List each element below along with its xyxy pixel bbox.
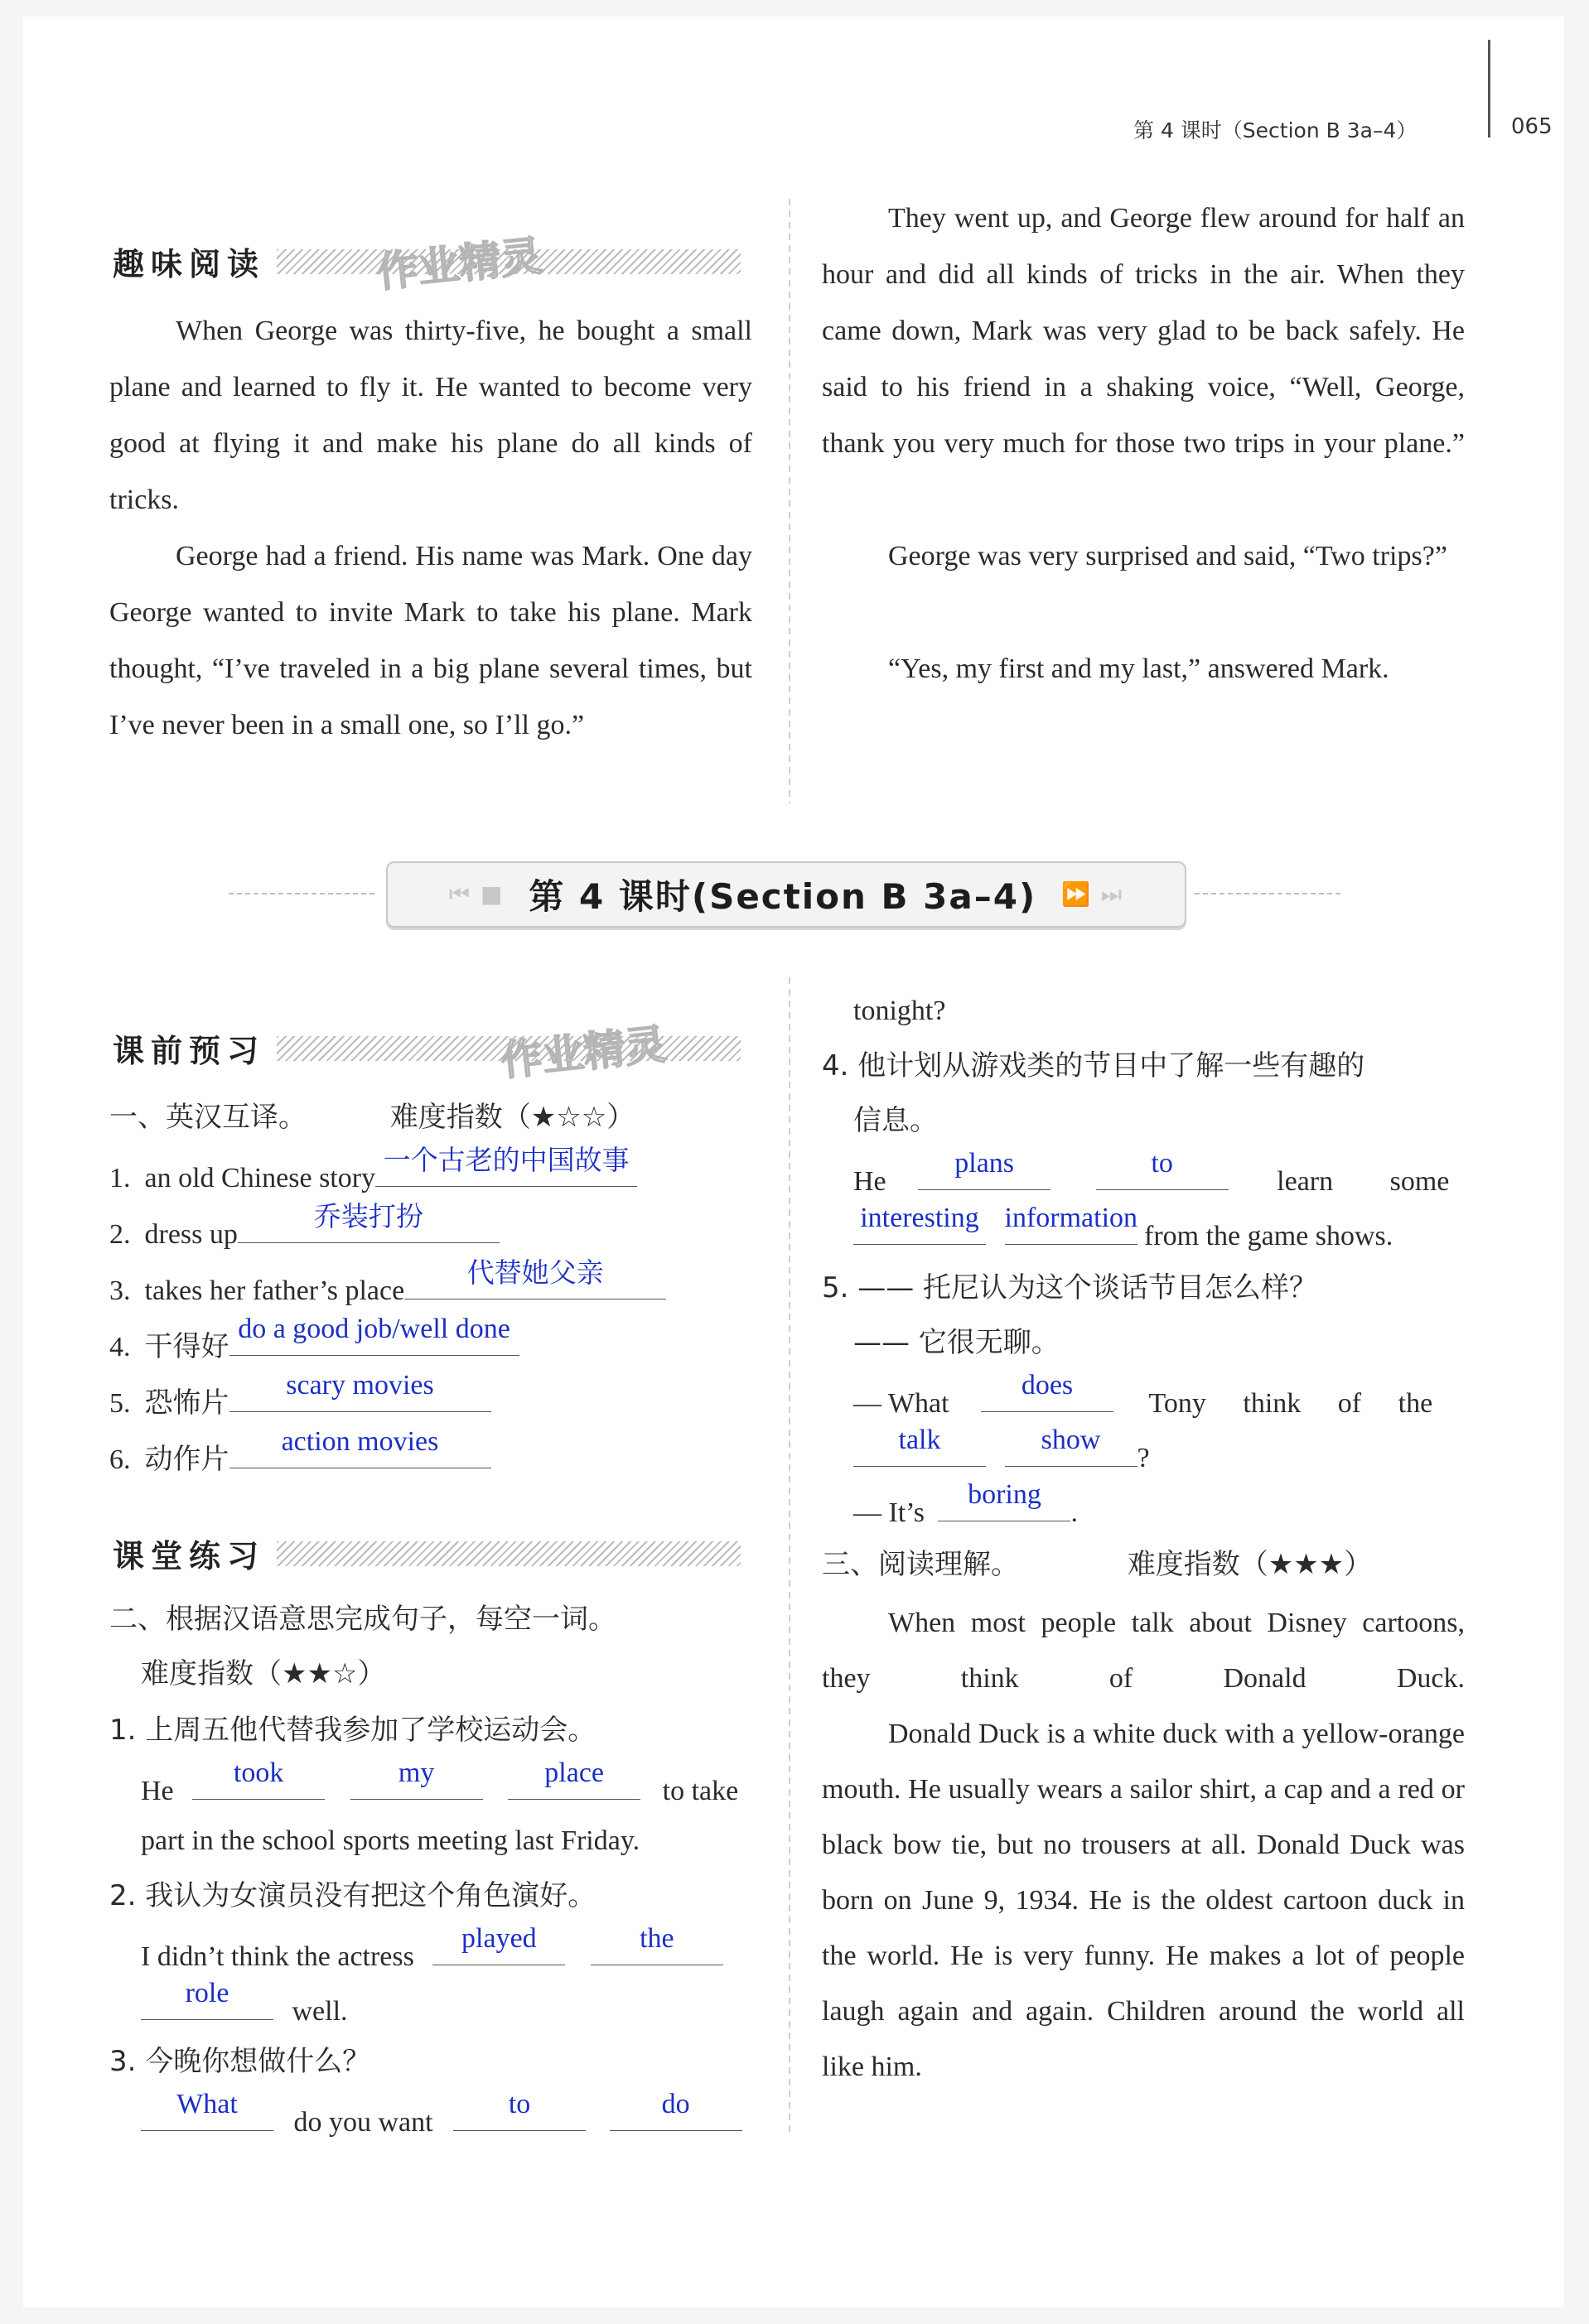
fun-reading-paragraph: George was very surprised and said, “Two trips?” bbox=[888, 541, 1447, 571]
q1-line2: part in the school sports meeting last Friday. bbox=[141, 1825, 640, 1856]
column-divider-top bbox=[789, 199, 790, 803]
answer-text: scary movies bbox=[286, 1370, 434, 1401]
q5-answer-line bbox=[853, 1479, 1078, 1534]
answer-blank[interactable] bbox=[375, 1144, 637, 1187]
column-divider-bottom bbox=[789, 977, 790, 2137]
answer-blank[interactable] bbox=[229, 1314, 519, 1356]
answer-text: information bbox=[1004, 1203, 1138, 1233]
answer-blank[interactable] bbox=[591, 1923, 723, 1965]
lesson-banner bbox=[386, 861, 1186, 928]
sentence-text: — What bbox=[853, 1388, 949, 1419]
answer-text: What bbox=[176, 2089, 238, 2119]
answer-text: show bbox=[1041, 1425, 1101, 1455]
preview-item bbox=[109, 1200, 500, 1256]
answer-blank[interactable] bbox=[853, 1203, 986, 1245]
answer-text: the bbox=[640, 1923, 674, 1954]
preview-item bbox=[109, 1370, 491, 1425]
q3-tail: tonight? bbox=[853, 996, 946, 1026]
answer-text: plans bbox=[954, 1148, 1015, 1179]
banner-nav-right-icon: ⏩ ⏭ bbox=[1061, 880, 1124, 908]
answer-text: place bbox=[544, 1757, 605, 1788]
answer-text: 一个古老的中国故事 bbox=[383, 1144, 630, 1176]
q2-sentence bbox=[141, 1923, 723, 1978]
watermark-text: 作业精灵 bbox=[374, 231, 544, 297]
preview-item bbox=[109, 1314, 519, 1368]
part1-heading bbox=[109, 1097, 635, 1138]
answer-blank[interactable] bbox=[938, 1479, 1070, 1521]
answer-blank[interactable] bbox=[853, 1425, 986, 1467]
banner-rule-right bbox=[1195, 893, 1344, 894]
sentence-text: do you want bbox=[293, 2107, 433, 2138]
answer-text: do a good job/well done bbox=[238, 1314, 510, 1344]
item-prompt: 恐怖片 bbox=[144, 1386, 229, 1420]
sentence-text: He bbox=[853, 1166, 886, 1197]
banner-title: 第 4 课时(Section B 3a–4) bbox=[529, 876, 1037, 917]
q5-chinese: 5. —— 托尼认为这个谈话节目怎么样？ bbox=[822, 1271, 1318, 1304]
answer-text: took bbox=[233, 1757, 284, 1788]
banner-nav-left-icon: ⏮ ■ bbox=[448, 880, 505, 908]
header-divider bbox=[1488, 40, 1490, 137]
q4-sentence bbox=[853, 1148, 1450, 1203]
sentence-text: ? bbox=[1137, 1443, 1150, 1473]
answer-blank[interactable] bbox=[350, 1757, 483, 1800]
fun-reading-paragraph: George had a friend. His name was Mark. One day George wanted to invite Mark to take his plane. Mark thought, “I’ve traveled in a big plane several times, but I’ve never been in a small one, so I’ll go.” bbox=[109, 541, 752, 740]
item-prompt: dress up bbox=[144, 1219, 238, 1250]
item-number: 4. bbox=[109, 1332, 131, 1362]
preview-title: 课前预习 bbox=[113, 1033, 266, 1069]
reading-paragraph: When most people talk about Disney cartoons, they think of Donald Duck. bbox=[822, 1608, 1465, 1694]
answer-text: action movies bbox=[281, 1426, 439, 1457]
answer-text: 乔装打扮 bbox=[313, 1200, 423, 1232]
answer-blank[interactable] bbox=[192, 1757, 325, 1800]
item-number: 6. bbox=[109, 1444, 131, 1475]
answer-blank[interactable] bbox=[229, 1370, 491, 1412]
preview-item bbox=[109, 1144, 637, 1199]
q4-chinese: 4. 他计划从游戏类的节目中了解一些有趣的 bbox=[822, 1049, 1365, 1082]
q3-chinese: 3. 今晚你想做什么？ bbox=[109, 2045, 371, 2078]
preview-item bbox=[109, 1426, 491, 1481]
q2-line2 bbox=[141, 1978, 348, 2032]
answer-text: played bbox=[461, 1923, 537, 1954]
answer-text: 代替她父亲 bbox=[466, 1256, 604, 1289]
answer-blank[interactable] bbox=[238, 1200, 500, 1243]
answer-blank[interactable] bbox=[1096, 1148, 1229, 1190]
q4-line2 bbox=[853, 1203, 1393, 1257]
q3-sentence bbox=[141, 2089, 742, 2143]
answer-text: boring bbox=[968, 1479, 1041, 1510]
item-prompt: an old Chinese story bbox=[144, 1163, 376, 1193]
answer-text: my bbox=[398, 1757, 435, 1788]
answer-blank[interactable] bbox=[918, 1148, 1050, 1190]
answer-blank[interactable] bbox=[1005, 1425, 1137, 1467]
page-number: 065 bbox=[1511, 114, 1553, 139]
item-number: 3. bbox=[109, 1275, 131, 1306]
part1-difficulty: 难度指数（★☆☆） bbox=[389, 1101, 635, 1134]
sentence-text: Tony think of the bbox=[1148, 1388, 1433, 1419]
q5-chinese-2: —— 它很无聊。 bbox=[853, 1326, 1060, 1359]
part3-difficulty: 难度指数（★★★） bbox=[1127, 1548, 1373, 1581]
heading-hatch bbox=[277, 231, 741, 297]
fun-reading-paragraph: They went up, and George flew around for half an hour and did all kinds of tricks in the air. When they came down, Mark was very glad to be back safely. He said to his friend in a shaking voice, “Well, George, thank you very much for those two trips in your plane.” bbox=[822, 203, 1465, 459]
answer-text: role bbox=[185, 1978, 229, 2008]
answer-blank[interactable] bbox=[432, 1923, 565, 1965]
answer-text: to bbox=[508, 2089, 531, 2119]
q5-line2 bbox=[853, 1425, 1150, 1479]
sentence-text: well. bbox=[292, 1996, 348, 2027]
sentence-text: from the game shows. bbox=[1144, 1221, 1393, 1251]
answer-blank[interactable] bbox=[1004, 1203, 1138, 1245]
q5-sentence bbox=[853, 1370, 1433, 1425]
sentence-text: to take bbox=[662, 1776, 739, 1806]
fun-reading-paragraph: When George was thirty-five, he bought a small plane and learned to fly it. He wanted to become very good at flying it and make his plane do all kinds of tricks. bbox=[109, 316, 752, 515]
fun-reading-paragraph: “Yes, my first and my last,” answered Mark. bbox=[888, 653, 1389, 684]
watermark-text: 作业精灵 bbox=[498, 1020, 669, 1085]
reading-paragraph: Donald Duck is a white duck with a yellow-orange mouth. He usually wears a sailor shirt, a cap and a red or black bow tie, but no trousers at all. Donald Duck was born on June 9, 1934. He is the oldest cartoon duck in the world. He is very funny. He makes a lot of people laugh again and again. Children around the world all like him. bbox=[822, 1719, 1465, 2082]
answer-text: do bbox=[661, 2089, 690, 2119]
heading-hatch bbox=[277, 1020, 741, 1085]
q2-chinese: 2. 我认为女演员没有把这个角色演好。 bbox=[109, 1879, 596, 1912]
sentence-text: I didn’t think the actress bbox=[141, 1941, 414, 1972]
answer-blank[interactable] bbox=[453, 2089, 586, 2131]
answer-blank[interactable] bbox=[508, 1757, 640, 1800]
q1-sentence bbox=[141, 1757, 739, 1812]
answer-text: does bbox=[1021, 1370, 1074, 1401]
header-lesson: 第 4 课时（Section B 3a–4） bbox=[1133, 118, 1418, 142]
answer-blank[interactable] bbox=[141, 2089, 273, 2131]
item-prompt: takes her father’s place bbox=[144, 1275, 405, 1306]
answer-text: interesting bbox=[860, 1203, 979, 1233]
answer-text: to bbox=[1151, 1148, 1173, 1179]
part1-label: 一、英汉互译。 bbox=[109, 1101, 307, 1134]
sentence-text: — It’s bbox=[853, 1497, 925, 1528]
practice-title: 课堂练习 bbox=[113, 1538, 266, 1574]
part2-difficulty: 难度指数（★★☆） bbox=[141, 1657, 386, 1690]
banner-rule-left bbox=[229, 893, 378, 894]
sentence-text: . bbox=[1070, 1497, 1078, 1528]
part3-label: 三、阅读理解。 bbox=[822, 1548, 1019, 1581]
answer-blank[interactable] bbox=[141, 1978, 273, 2020]
sentence-text: learn some bbox=[1277, 1166, 1450, 1197]
part3-heading bbox=[822, 1544, 1372, 1585]
preview-heading bbox=[113, 1020, 741, 1085]
q1-chinese: 1. 上周五他代替我参加了学校运动会。 bbox=[109, 1714, 596, 1747]
answer-blank[interactable] bbox=[229, 1426, 491, 1468]
heading-hatch bbox=[277, 1541, 741, 1566]
preview-item bbox=[109, 1256, 666, 1312]
item-number: 5. bbox=[109, 1388, 131, 1419]
item-number: 2. bbox=[109, 1219, 131, 1250]
item-number: 1. bbox=[109, 1163, 131, 1193]
answer-blank[interactable] bbox=[610, 2089, 742, 2131]
item-prompt: 动作片 bbox=[144, 1443, 229, 1476]
fun-reading-heading bbox=[113, 231, 741, 297]
fun-reading-title: 趣味阅读 bbox=[113, 246, 266, 282]
answer-blank[interactable] bbox=[404, 1256, 666, 1299]
part2-label: 二、根据汉语意思完成句子，每空一词。 bbox=[109, 1603, 616, 1636]
answer-blank[interactable] bbox=[981, 1370, 1113, 1412]
answer-text: talk bbox=[898, 1425, 941, 1455]
practice-heading bbox=[113, 1531, 741, 1576]
sentence-text: He bbox=[141, 1776, 174, 1806]
q4-chinese-2: 信息。 bbox=[853, 1104, 938, 1137]
item-prompt: 干得好 bbox=[144, 1330, 229, 1363]
